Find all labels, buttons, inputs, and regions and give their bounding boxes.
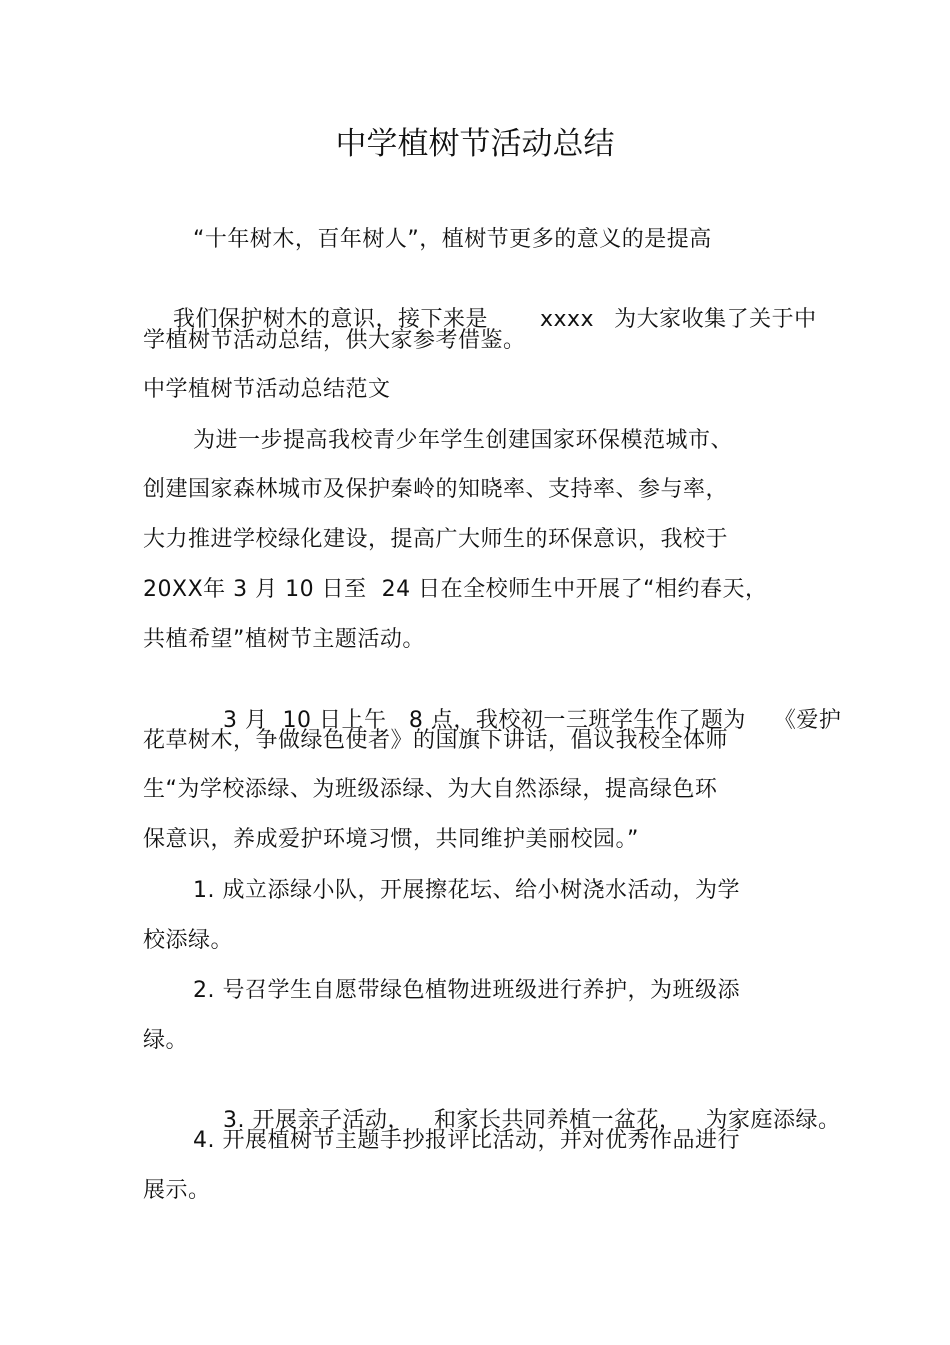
intro-placeholder-text: xxxx [540,307,595,332]
paragraph-1-line-1: 为进一步提高我校青少年学生创建国家环保模范城市、 [193,428,734,453]
intro-line-2-part-c: 为大家收集了关于中 [614,307,817,332]
paragraph-2-line-2: 花草树木，争做绿色使者》的国旗下讲话，倡议我校全体师 [143,728,729,753]
item-2-line-1: 2. 号召学生自愿带绿色植物进班级进行养护，为班级添 [193,978,740,1003]
intro-line-3: 学植树节活动总结，供大家参考借鉴。 [143,328,526,353]
paragraph-1-line-2: 创建国家森林城市及保护秦岭的知晓率、支持率、参与率， [143,477,729,502]
item-4-line-1: 4. 开展植树节主题手抄报评比活动，并对优秀作品进行 [193,1128,740,1153]
paragraph-1-line-5: 共植希望”植树节主题活动。 [143,627,425,652]
item-1-line-1: 1. 成立添绿小队，开展擦花坛、给小树浇水活动，为学 [193,878,740,903]
item-3-part-b: 和家长共同养植一盆花， [433,1108,682,1133]
paragraph-2-line-1-part-a: 3 月 10 日上午 8 点，我校初一三班学生作了题为 [222,708,746,733]
document-title: 中学植树节活动总结 [335,126,615,162]
paragraph-1-line-4: 20XX年 3 月 10 日至 24 日在全校师生中开展了“相约春天， [143,577,768,602]
item-1-line-2: 校添绿。 [143,928,234,953]
paragraph-2-line-3: 生“为学校添绿、为班级添绿、为大自然添绿，提高绿色环 [143,777,718,802]
item-3-part-a: 3. 开展亲子活动， [222,1108,410,1133]
item-4-line-2: 展示。 [143,1178,211,1203]
intro-line-2-part-a: 我们保护树木的意识，接下来是 [172,307,488,332]
paragraph-1-line-3: 大力推进学校绿化建设，提高广大师生的环保意识，我校于 [143,527,729,552]
paragraph-2-line-1-part-b: 《爱护 [773,708,842,733]
paragraph-2-line-4: 保意识，养成爱护环境习惯，共同维护美丽校园。” [143,827,639,852]
section-heading: 中学植树节活动总结范文 [143,377,391,402]
item-3-part-c: 为家庭添绿。 [705,1108,841,1133]
intro-line-1: “十年树木，百年树人”，植树节更多的意义的是提高 [193,227,712,252]
item-2-line-2: 绿。 [143,1028,189,1053]
